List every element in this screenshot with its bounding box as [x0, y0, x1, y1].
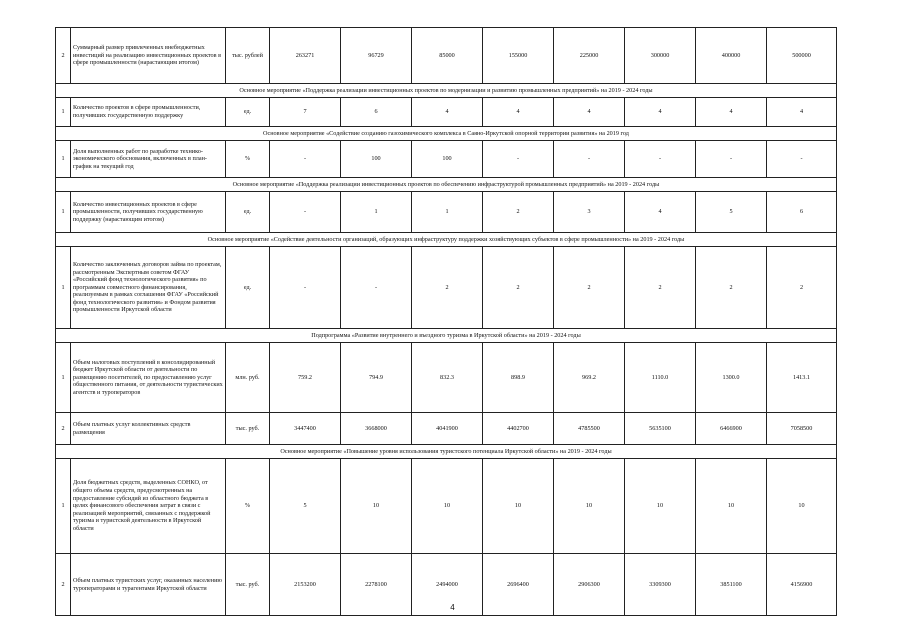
table-row — [56, 247, 837, 329]
value-cell: 5 — [696, 192, 767, 233]
value-cell: 2153200 — [270, 554, 341, 616]
value-cell: 10 — [412, 459, 483, 554]
value-cell: 10 — [341, 459, 412, 554]
page-number: 4 — [450, 603, 455, 612]
unit-cell: ед. — [226, 98, 270, 127]
table-row — [56, 413, 837, 445]
value-cell: 2 — [483, 247, 554, 329]
value-cell: 4 — [554, 98, 625, 127]
indicator-name: Доля бюджетных средств, выделенных СОНКО, от общего объема средств, предусмотренных на предоставление субсидий из областного бюджета в целях финансового обеспечения затрат в связи с реализацией мероприятий, связанных с поддержкой туризма и туристской деятельности в Иркутской области — [71, 459, 226, 554]
table-row — [56, 28, 837, 84]
value-cell: 2 — [767, 247, 837, 329]
section-title: Основное мероприятие «Содействие деятельности организаций, образующих инфраструктуру поддержки хозяйствующих субъектов в сфере промышленности» на 2019 - 2024 годы — [56, 233, 837, 247]
unit-cell: млн. руб. — [226, 343, 270, 413]
value-cell: 2 — [483, 192, 554, 233]
value-cell: 10 — [625, 459, 696, 554]
section-title: Подпрограмма «Развитие внутреннего и въездного туризма в Иркутской области» на 2019 - 2024 годы — [56, 329, 837, 343]
value-cell: 10 — [483, 459, 554, 554]
indicator-name: Объем налоговых поступлений в консолидированный бюджет Иркутской области от деятельности по размещению посетителей, по предоставлению услуг общественного питания, от деятельности туристических агентств и туроператоров — [71, 343, 226, 413]
unit-cell: тыс. рублей — [226, 28, 270, 84]
value-cell: 10 — [554, 459, 625, 554]
section-title: Основное мероприятие «Поддержка реализации инвестиционных проектов по модернизации и развитию промышленных предприятий» на 2019 - 2024 годы — [56, 84, 837, 98]
value-cell: 2906300 — [554, 554, 625, 616]
indicator-name: Объем платных туристских услуг, оказанных населению туроператорами и турагентами Иркутской области — [71, 554, 226, 616]
value-cell: 7058500 — [767, 413, 837, 445]
value-cell: 4 — [625, 192, 696, 233]
value-cell: 1300.0 — [696, 343, 767, 413]
table-row — [56, 141, 837, 178]
value-cell: 3309300 — [625, 554, 696, 616]
value-cell: - — [554, 141, 625, 178]
value-cell: 3668000 — [341, 413, 412, 445]
value-cell: 898.9 — [483, 343, 554, 413]
section-title: Основное мероприятие «Повышение уровня использования туристского потенциала Иркутской области» на 2019 - 2024 годы — [56, 445, 837, 459]
row-number: 1 — [56, 247, 71, 329]
value-cell: 155000 — [483, 28, 554, 84]
value-cell: 832.3 — [412, 343, 483, 413]
table-row — [56, 98, 837, 127]
indicator-name: Количество заключенных договоров займа по проектам, рассмотренным Экспертным советом ФГАУ «Российский фонд технологического развития» по программам совместного финансирования, реализуемым в рамках соглашения ФГАУ «Российский фонд технологического развития» и Фондом развития промышленности Иркутской области — [71, 247, 226, 329]
value-cell: 10 — [696, 459, 767, 554]
value-cell: 263271 — [270, 28, 341, 84]
value-cell: 6 — [767, 192, 837, 233]
row-number: 1 — [56, 98, 71, 127]
value-cell: 4785500 — [554, 413, 625, 445]
value-cell: 969.2 — [554, 343, 625, 413]
value-cell: - — [625, 141, 696, 178]
table-row — [56, 459, 837, 554]
value-cell: 5635100 — [625, 413, 696, 445]
unit-cell: ед. — [226, 192, 270, 233]
section-header-row — [56, 233, 837, 247]
unit-cell: тыс. руб. — [226, 413, 270, 445]
value-cell: 4 — [767, 98, 837, 127]
value-cell: 3447400 — [270, 413, 341, 445]
value-cell: 4041900 — [412, 413, 483, 445]
value-cell: 96729 — [341, 28, 412, 84]
value-cell: - — [270, 141, 341, 178]
row-number: 1 — [56, 192, 71, 233]
section-header-row — [56, 178, 837, 192]
value-cell: 6466900 — [696, 413, 767, 445]
indicator-name: Суммарный размер привлеченных внебюджетных инвестиций на реализацию инвестиционных проектов в сфере промышленности (нарастающим итогом) — [71, 28, 226, 84]
table-row — [56, 192, 837, 233]
unit-cell: ед. — [226, 247, 270, 329]
section-header-row — [56, 127, 837, 141]
value-cell: 10 — [767, 459, 837, 554]
value-cell: 1413.1 — [767, 343, 837, 413]
indicator-name: Количество инвестиционных проектов в сфере промышленности, получивших государственную поддержку (нарастающим итогом) — [71, 192, 226, 233]
section-title: Основное мероприятие «Содействие созданию газохимического комплекса в Саяно-Иркутской опорной территории развития» на 2019 год — [56, 127, 837, 141]
value-cell: 400000 — [696, 28, 767, 84]
value-cell: 2 — [412, 247, 483, 329]
indicators-table — [55, 27, 837, 616]
value-cell: 1 — [341, 192, 412, 233]
section-header-row — [56, 329, 837, 343]
value-cell: 100 — [341, 141, 412, 178]
value-cell: 4 — [483, 98, 554, 127]
value-cell: 100 — [412, 141, 483, 178]
value-cell: 4402700 — [483, 413, 554, 445]
value-cell: 794.9 — [341, 343, 412, 413]
value-cell: 759.2 — [270, 343, 341, 413]
table-row — [56, 343, 837, 413]
value-cell: 1110.0 — [625, 343, 696, 413]
value-cell: 4 — [412, 98, 483, 127]
row-number: 2 — [56, 413, 71, 445]
value-cell: 225000 — [554, 28, 625, 84]
value-cell: - — [767, 141, 837, 178]
unit-cell: % — [226, 459, 270, 554]
value-cell: - — [341, 247, 412, 329]
value-cell: 3 — [554, 192, 625, 233]
value-cell: 2 — [554, 247, 625, 329]
value-cell: - — [270, 247, 341, 329]
value-cell: 4 — [625, 98, 696, 127]
value-cell: 2278100 — [341, 554, 412, 616]
indicator-name: Доля выполненных работ по разработке технико-экономического обоснования, включенных в план-график на текущий год — [71, 141, 226, 178]
value-cell: 2696400 — [483, 554, 554, 616]
row-number: 1 — [56, 343, 71, 413]
value-cell: 3851100 — [696, 554, 767, 616]
value-cell: 2 — [696, 247, 767, 329]
value-cell: 4156900 — [767, 554, 837, 616]
section-title: Основное мероприятие «Поддержка реализации инвестиционных проектов по обеспечению инфраструктурой промышленных предприятий» на 2019 - 2024 годы — [56, 178, 837, 192]
section-header-row — [56, 445, 837, 459]
value-cell: - — [483, 141, 554, 178]
value-cell: 1 — [412, 192, 483, 233]
value-cell: 500000 — [767, 28, 837, 84]
row-number: 1 — [56, 459, 71, 554]
unit-cell: тыс. руб. — [226, 554, 270, 616]
value-cell: 2 — [625, 247, 696, 329]
indicator-name: Количество проектов в сфере промышленности, получивших государственную поддержку — [71, 98, 226, 127]
value-cell: 5 — [270, 459, 341, 554]
value-cell: 300000 — [625, 28, 696, 84]
value-cell: 4 — [696, 98, 767, 127]
value-cell: 6 — [341, 98, 412, 127]
section-header-row — [56, 84, 837, 98]
value-cell: 85000 — [412, 28, 483, 84]
value-cell: 7 — [270, 98, 341, 127]
value-cell: - — [270, 192, 341, 233]
unit-cell: % — [226, 141, 270, 178]
row-number: 2 — [56, 554, 71, 616]
value-cell: - — [696, 141, 767, 178]
row-number: 2 — [56, 28, 71, 84]
row-number: 1 — [56, 141, 71, 178]
indicator-name: Объем платных услуг коллективных средств размещения — [71, 413, 226, 445]
value-cell: 2494000 — [412, 554, 483, 616]
table-body — [56, 28, 837, 616]
